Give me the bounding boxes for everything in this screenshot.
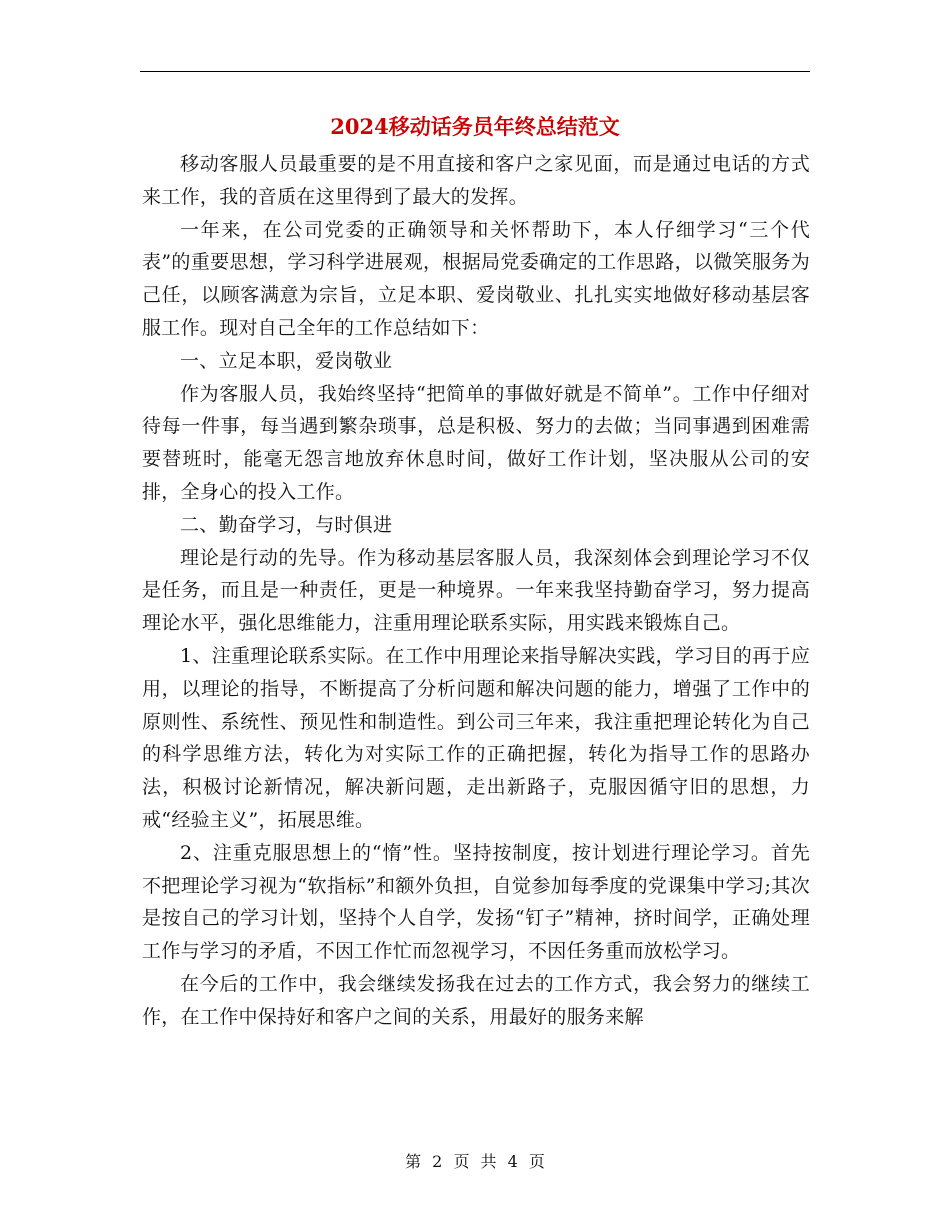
document-body [142, 148, 810, 1034]
paragraph-point-1: 1、注重理论联系实际。在工作中用理论来指导解决实践，学习目的再于应用，以理论的指导，不断提高了分析问题和解决问题的能力，增强了工作中的原则性、系统性、预见性和制造性。到公司三年来，我注重把理论转化为自己的科学思维方法，转化为对实际工作的正确把握，转化为指导工作的思路办法，积极讨论新情况，解决新问题，走出新路子，克服因循守旧的思想，力戒“经验主义”，拓展思维。 [142, 644, 810, 831]
paragraph-section-2: 理论是行动的先导。作为移动基层客服人员，我深刻体会到理论学习不仅是任务，而且是一种责任，更是一种境界。一年来我坚持勤奋学习，努力提高理论水平，强化思维能力，注重用理论联系实际，用实践来锻炼自己。 [142, 546, 810, 635]
header-rule [140, 71, 810, 72]
page-number: 第 2 页 共 4 页 [405, 1152, 545, 1171]
paragraph-point-2: 2、注重克服思想上的“惰”性。坚持按制度，按计划进行理论学习。首先不把理论学习视为“软指标”和额外负担，自觉参加每季度的党课集中学习;其次是按自己的学习计划，坚持个人自学，发扬“钉子”精神，挤时间学，正确处理工作与学习的矛盾，不因工作忙而忽视学习，不因任务重而放松学习。 [142, 841, 810, 963]
paragraph-section-1: 作为客服人员，我始终坚持“把简单的事做好就是不简单”。工作中仔细对待每一件事，每当遇到繁杂琐事，总是积极、努力的去做；当同事遇到困难需要替班时，能毫无怨言地放弃休息时间，做好工作计划，坚决服从公司的安排，全身心的投入工作。 [142, 382, 810, 503]
section-heading-2: 二、勤奋学习，与时俱进 [180, 513, 393, 536]
document-title: 2024移动话务员年终总结范文 [330, 114, 620, 139]
section-heading-1: 一、立足本职，爱岗敬业 [180, 349, 393, 372]
paragraph-closing: 在今后的工作中，我会继续发扬我在过去的工作方式，我会努力的继续工作，在工作中保持好和客户之间的关系，用最好的服务来解 [142, 972, 810, 1028]
paragraph-intro: 移动客服人员最重要的是不用直接和客户之家见面，而是通过电话的方式来工作，我的音质在这里得到了最大的发挥。 [142, 153, 810, 208]
paragraph-overview: 一年来，在公司党委的正确领导和关怀帮助下，本人仔细学习“三个代表”的重要思想，学习科学进展观，根据局党委确定的工作思路，以微笑服务为己任，以顾客满意为宗旨，立足本职、爱岗敬业、扎扎实实地做好移动基层客服工作。现对自己全年的工作总结如下： [142, 218, 810, 339]
